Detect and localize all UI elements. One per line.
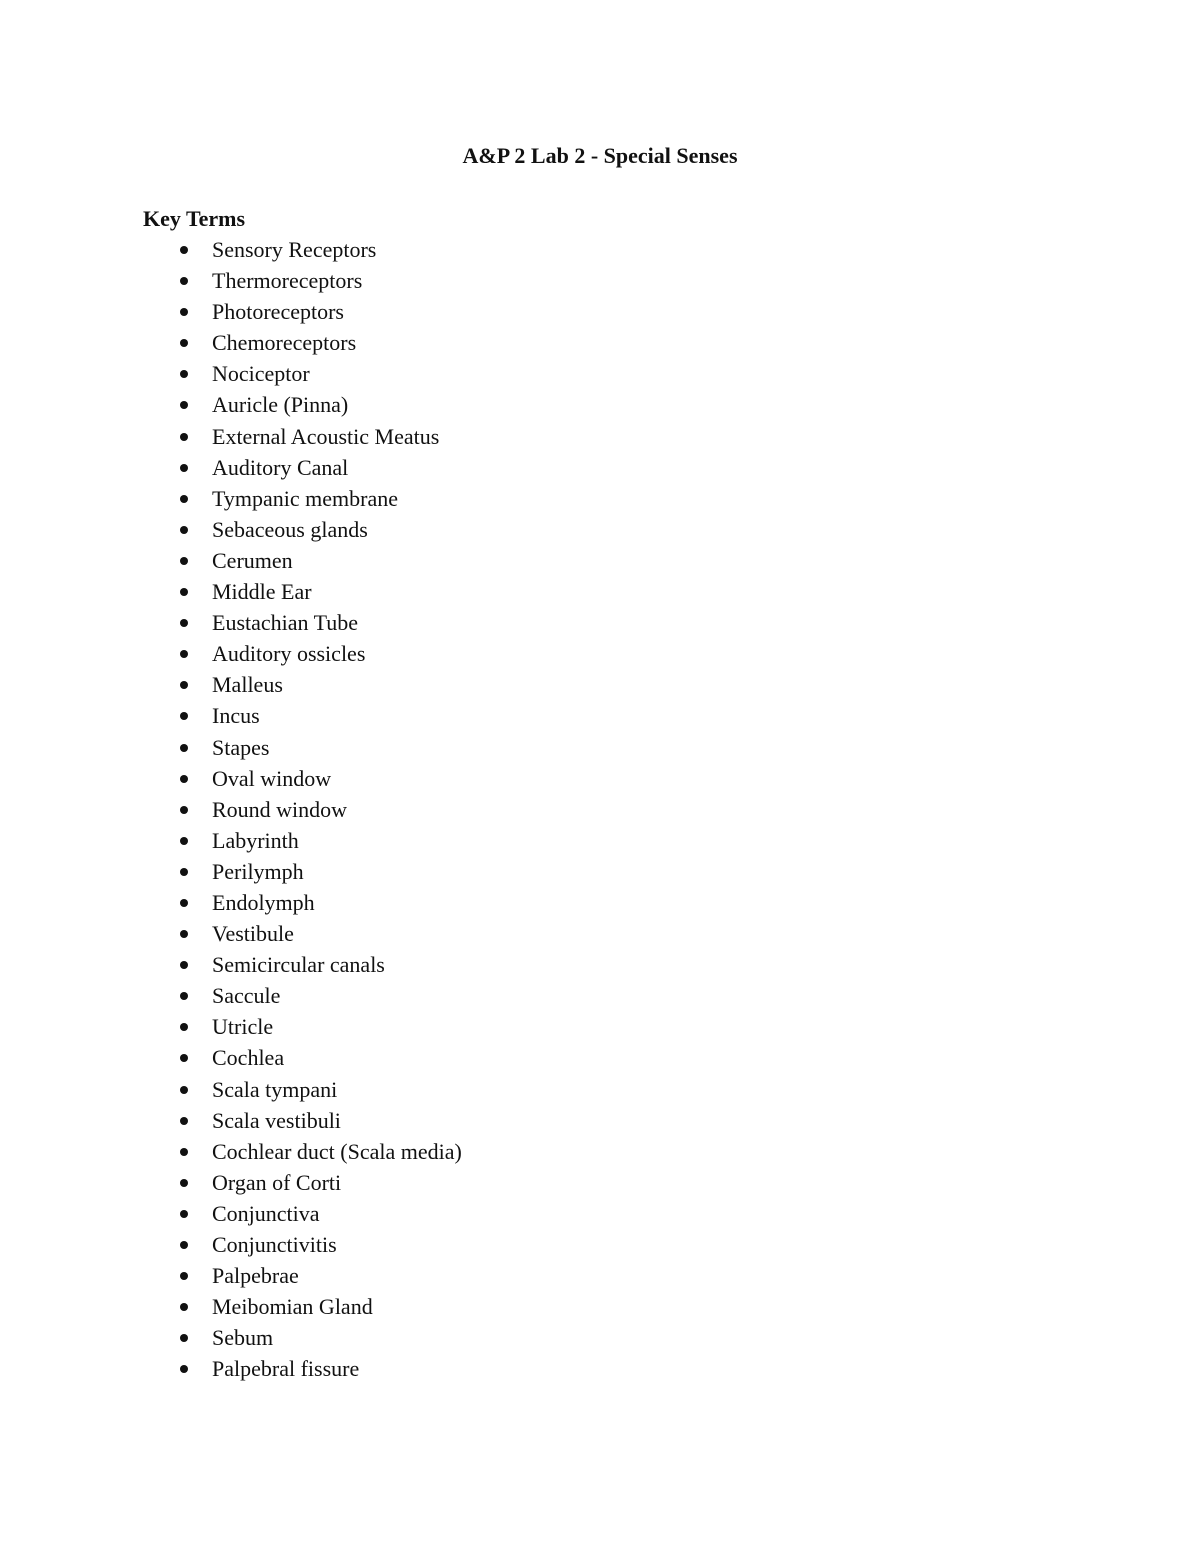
- term-label: Round window: [212, 796, 348, 822]
- term-label: Saccule: [212, 983, 281, 1009]
- bullet-icon: [180, 1210, 188, 1218]
- bullet-icon: [180, 588, 188, 596]
- list-item: [178, 669, 462, 700]
- term-label: Malleus: [212, 672, 283, 698]
- list-item: [178, 980, 462, 1011]
- key-terms-list: [178, 234, 462, 1384]
- term-label: Eustachian Tube: [212, 610, 359, 636]
- list-item: [178, 1322, 462, 1353]
- document-title: A&P 2 Lab 2 - Special Senses: [462, 143, 738, 168]
- term-label: Labyrinth: [212, 827, 299, 853]
- list-item: [178, 265, 462, 296]
- list-item: [178, 358, 462, 389]
- term-label: Middle Ear: [212, 579, 312, 605]
- term-label: Utricle: [212, 1014, 274, 1040]
- list-item: [178, 1198, 462, 1229]
- list-item: [178, 1042, 462, 1073]
- term-label: Incus: [212, 703, 260, 729]
- term-label: Thermoreceptors: [212, 268, 363, 294]
- bullet-icon: [180, 650, 188, 658]
- term-label: Palpebral fissure: [212, 1356, 360, 1382]
- term-label: Cerumen: [212, 547, 293, 573]
- bullet-icon: [180, 899, 188, 907]
- term-label: Endolymph: [212, 889, 315, 915]
- bullet-icon: [180, 1023, 188, 1031]
- bullet-icon: [180, 712, 188, 720]
- term-label: Sebum: [212, 1325, 274, 1351]
- term-label: Sebaceous glands: [212, 516, 368, 542]
- term-label: Palpebrae: [212, 1263, 299, 1289]
- list-item: [178, 607, 462, 638]
- bullet-icon: [180, 1086, 188, 1094]
- bullet-icon: [180, 1303, 188, 1311]
- term-label: Conjunctivitis: [212, 1232, 337, 1257]
- bullet-icon: [180, 277, 188, 285]
- bullet-icon: [180, 619, 188, 627]
- bullet-icon: [180, 308, 188, 316]
- list-item: [178, 1167, 462, 1198]
- list-item: [178, 389, 462, 420]
- bullet-icon: [180, 246, 188, 254]
- bullet-icon: [180, 464, 188, 472]
- term-label: Perilymph: [212, 858, 304, 884]
- term-label: Cochlea: [212, 1045, 285, 1071]
- bullet-icon: [180, 837, 188, 845]
- bullet-icon: [180, 1148, 188, 1156]
- bullet-icon: [180, 1365, 188, 1373]
- bullet-icon: [180, 681, 188, 689]
- list-item: [178, 1260, 462, 1291]
- list-item: [178, 1011, 462, 1042]
- list-item: [178, 732, 462, 763]
- bullet-icon: [180, 1054, 188, 1062]
- term-label: Scala tympani: [212, 1076, 338, 1102]
- bullet-icon: [180, 401, 188, 409]
- list-item: [178, 1074, 462, 1105]
- term-label: Sensory Receptors: [212, 237, 377, 262]
- list-item: [178, 700, 462, 731]
- term-label: Scala vestibuli: [212, 1107, 341, 1133]
- term-label: Tympanic membrane: [212, 485, 399, 511]
- list-item: [178, 918, 462, 949]
- bullet-icon: [180, 339, 188, 347]
- list-item: [178, 421, 462, 452]
- bullet-icon: [180, 495, 188, 503]
- bullet-icon: [180, 775, 188, 783]
- list-item: [178, 794, 462, 825]
- list-item: [178, 327, 462, 358]
- list-item: [178, 483, 462, 514]
- term-label: Stapes: [212, 734, 270, 760]
- list-item: [178, 234, 462, 265]
- term-label: External Acoustic Meatus: [212, 423, 440, 449]
- bullet-icon: [180, 806, 188, 814]
- list-item: [178, 576, 462, 607]
- bullet-icon: [180, 370, 188, 378]
- term-label: Organ of Corti: [212, 1169, 342, 1195]
- list-item: [178, 638, 462, 669]
- section-heading-key-terms: Key Terms: [143, 206, 246, 231]
- bullet-icon: [180, 1179, 188, 1187]
- term-label: Semicircular canals: [212, 952, 385, 978]
- term-label: Nociceptor: [212, 361, 310, 387]
- term-label: Auricle (Pinna): [212, 392, 349, 418]
- list-item: [178, 1229, 462, 1260]
- term-label: Cochlear duct (Scala media): [212, 1138, 462, 1164]
- list-item: [178, 949, 462, 980]
- term-label: Conjunctiva: [212, 1200, 320, 1226]
- list-item: [178, 1105, 462, 1136]
- list-item: [178, 887, 462, 918]
- bullet-icon: [180, 526, 188, 534]
- term-label: Meibomian Gland: [212, 1294, 373, 1320]
- term-label: Photoreceptors: [212, 299, 344, 325]
- bullet-icon: [180, 1117, 188, 1125]
- bullet-icon: [180, 868, 188, 876]
- term-label: Vestibule: [212, 921, 294, 947]
- list-item: [178, 514, 462, 545]
- list-item: [178, 452, 462, 483]
- term-label: Oval window: [212, 765, 332, 791]
- term-label: Chemoreceptors: [212, 330, 357, 356]
- bullet-icon: [180, 433, 188, 441]
- bullet-icon: [180, 557, 188, 565]
- list-item: [178, 1136, 462, 1167]
- list-item: [178, 763, 462, 794]
- list-item: [178, 296, 462, 327]
- bullet-icon: [180, 930, 188, 938]
- list-item: [178, 1353, 462, 1384]
- bullet-icon: [180, 1272, 188, 1280]
- list-item: [178, 1291, 462, 1322]
- term-label: Auditory ossicles: [212, 641, 366, 667]
- bullet-icon: [180, 1241, 188, 1249]
- bullet-icon: [180, 992, 188, 1000]
- list-item: [178, 856, 462, 887]
- bullet-icon: [180, 744, 188, 752]
- list-item: [178, 825, 462, 856]
- bullet-icon: [180, 1334, 188, 1342]
- list-item: [178, 545, 462, 576]
- bullet-icon: [180, 961, 188, 969]
- term-label: Auditory Canal: [212, 454, 349, 480]
